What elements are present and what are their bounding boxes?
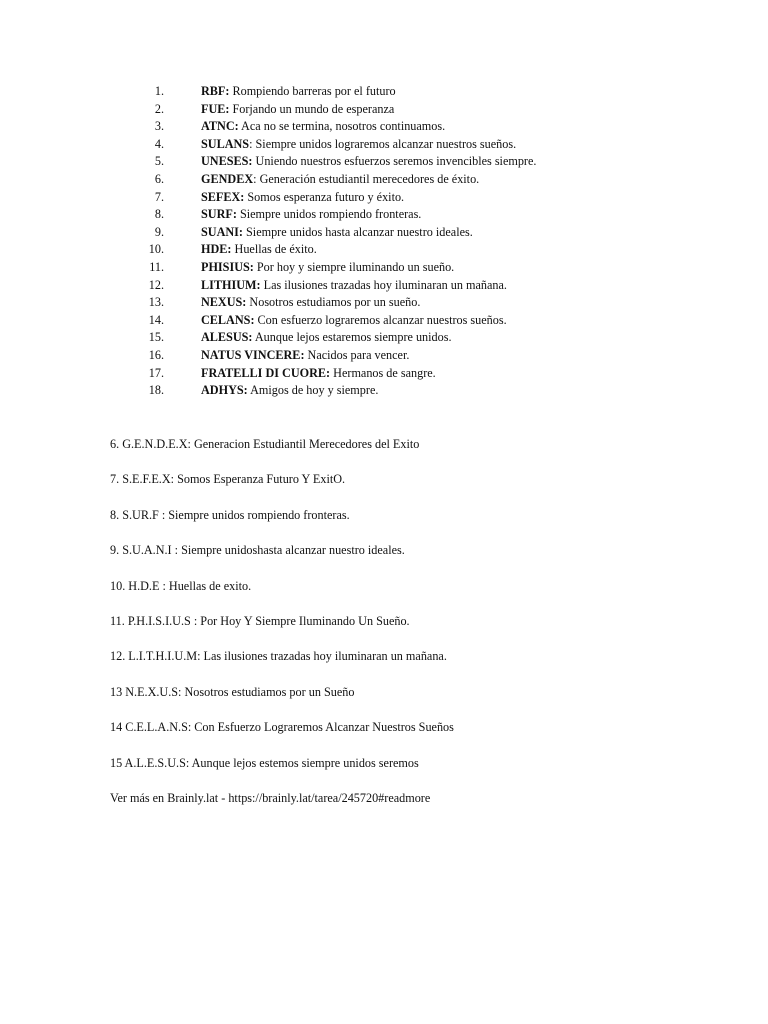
list-item-description: Rompiendo barreras por el futuro xyxy=(229,84,396,98)
list-item-text xyxy=(201,136,516,154)
list-item-description: Aca no se termina, nosotros continuamos. xyxy=(238,119,446,134)
paragraph: 7. S.E.F.E.X: Somos Esperanza Futuro Y ExitO. xyxy=(110,472,346,487)
list-item-number: 13. xyxy=(148,295,164,310)
list-item-text xyxy=(201,101,394,119)
list-item-term: FUE: xyxy=(201,101,230,116)
list-item-description: Somos esperanza futuro y éxito. xyxy=(244,189,405,204)
list-item-number: 5. xyxy=(154,154,164,169)
list-item-term: ATNC: xyxy=(201,119,239,134)
list-item-text xyxy=(201,382,378,400)
list-item-text xyxy=(201,329,452,347)
list-item-number: 11. xyxy=(149,259,164,274)
paragraph: 13 N.E.X.U.S: Nosotros estudiamos por un Sueño xyxy=(110,684,355,699)
list-item-description: Las ilusiones trazadas hoy iluminaran un mañana. xyxy=(260,277,507,292)
list-item-number: 18. xyxy=(148,383,164,398)
list-item-term: HDE: xyxy=(201,242,232,257)
list-item-description: Siempre unidos rompiendo fronteras. xyxy=(236,207,422,222)
list-item-text xyxy=(201,347,409,365)
list-item-text xyxy=(201,206,421,224)
list-item-text xyxy=(201,153,536,171)
list-item-description: Siempre unidos hasta alcanzar nuestro ideales. xyxy=(242,224,473,239)
list-item-term: RBF: xyxy=(201,84,230,98)
list-item-text xyxy=(201,365,436,383)
list-item-description: Aunque lejos estaremos siempre unidos. xyxy=(252,330,452,345)
list-item-number: 3. xyxy=(154,119,164,134)
list-item-description: Hermanos de sangre. xyxy=(330,365,436,380)
list-item-description: Con esfuerzo lograremos alcanzar nuestros sueños. xyxy=(254,312,507,327)
list-item-text xyxy=(201,83,396,101)
list-item-text xyxy=(201,171,479,189)
list-item-term: SUANI: xyxy=(201,224,243,239)
list-item-number: 10. xyxy=(148,242,164,257)
list-item-text xyxy=(201,224,473,242)
list-item-number: 2. xyxy=(154,101,164,116)
list-item-text xyxy=(201,277,507,295)
paragraph: 15 A.L.E.S.U.S: Aunque lejos estemos siempre unidos seremos xyxy=(110,755,419,770)
list-item-text xyxy=(201,189,404,207)
list-item-number: 15. xyxy=(148,330,164,345)
paragraph: 11. P.H.I.S.I.U.S : Por Hoy Y Siempre Iluminando Un Sueño. xyxy=(110,613,410,628)
list-item-term: UNESES: xyxy=(201,154,253,169)
list-item-term: SURF: xyxy=(201,207,237,222)
list-item-term: FRATELLI DI CUORE: xyxy=(201,365,331,380)
list-item-description: Por hoy y siempre iluminando un sueño. xyxy=(253,259,455,274)
list-item-number: 12. xyxy=(148,277,164,292)
list-item-term: SEFEX: xyxy=(201,189,245,204)
list-item-description: Nosotros estudiamos por un sueño. xyxy=(246,295,421,310)
list-item-term: LITHIUM: xyxy=(201,277,261,292)
list-item-number: 16. xyxy=(148,347,164,362)
list-item-term: NEXUS: xyxy=(201,295,247,310)
list-item-number: 9. xyxy=(154,224,164,239)
paragraph: 10. H.D.E : Huellas de exito. xyxy=(110,578,252,593)
acronym-paragraphs xyxy=(110,436,454,825)
list-item-description: Uniendo nuestros esfuerzos seremos invencibles siempre. xyxy=(252,154,537,169)
source-link-text: Ver más en Brainly.lat - https://brainly.lat/tarea/245720#readmore xyxy=(110,790,431,805)
paragraph: 8. S.UR.F : Siempre unidos rompiendo fronteras. xyxy=(110,507,350,522)
list-item-description: : Generación estudiantil merecedores de éxito. xyxy=(253,171,480,186)
list-item-description: Huellas de éxito. xyxy=(231,242,317,257)
list-item-description: Forjando un mundo de esperanza xyxy=(229,101,395,116)
list-item-term: NATUS VINCERE: xyxy=(201,347,305,362)
list-item-term: ADHYS: xyxy=(201,383,248,398)
list-item-text xyxy=(201,294,420,312)
paragraph: 6. G.E.N.D.E.X: Generacion Estudiantil Merecedores del Exito xyxy=(110,437,420,451)
list-item-text xyxy=(201,118,445,136)
list-item-number: 6. xyxy=(154,171,164,186)
list-item-term: ALESUS: xyxy=(201,330,253,345)
list-item-term: PHISIUS: xyxy=(201,259,254,274)
list-item-text xyxy=(201,241,317,259)
list-item-text xyxy=(201,259,454,277)
list-item-description: Nacidos para vencer. xyxy=(304,347,410,362)
paragraph: 9. S.U.A.N.I : Siempre unidoshasta alcanzar nuestro ideales. xyxy=(110,543,405,558)
list-item-description: Amigos de hoy y siempre. xyxy=(247,383,379,398)
list-item-term: GENDEX xyxy=(201,171,254,186)
paragraph: 12. L.I.T.H.I.U.M: Las ilusiones trazadas hoy iluminaran un mañana. xyxy=(110,649,447,664)
list-item-term: CELANS: xyxy=(201,312,255,327)
list-item-text xyxy=(201,312,507,330)
list-item-description: : Siempre unidos lograremos alcanzar nuestros sueños. xyxy=(249,136,517,151)
list-item-term: SULANS xyxy=(201,136,250,151)
paragraph: 14 C.E.L.A.N.S: Con Esfuerzo Lograremos Alcanzar Nuestros Sueños xyxy=(110,720,454,735)
list-item-number: 7. xyxy=(154,189,164,204)
list-item-number: 17. xyxy=(148,365,164,380)
list-item-number: 14. xyxy=(148,312,164,327)
list-item-number: 1. xyxy=(154,84,164,98)
list-item-number: 8. xyxy=(154,207,164,222)
list-item-number: 4. xyxy=(154,136,164,151)
